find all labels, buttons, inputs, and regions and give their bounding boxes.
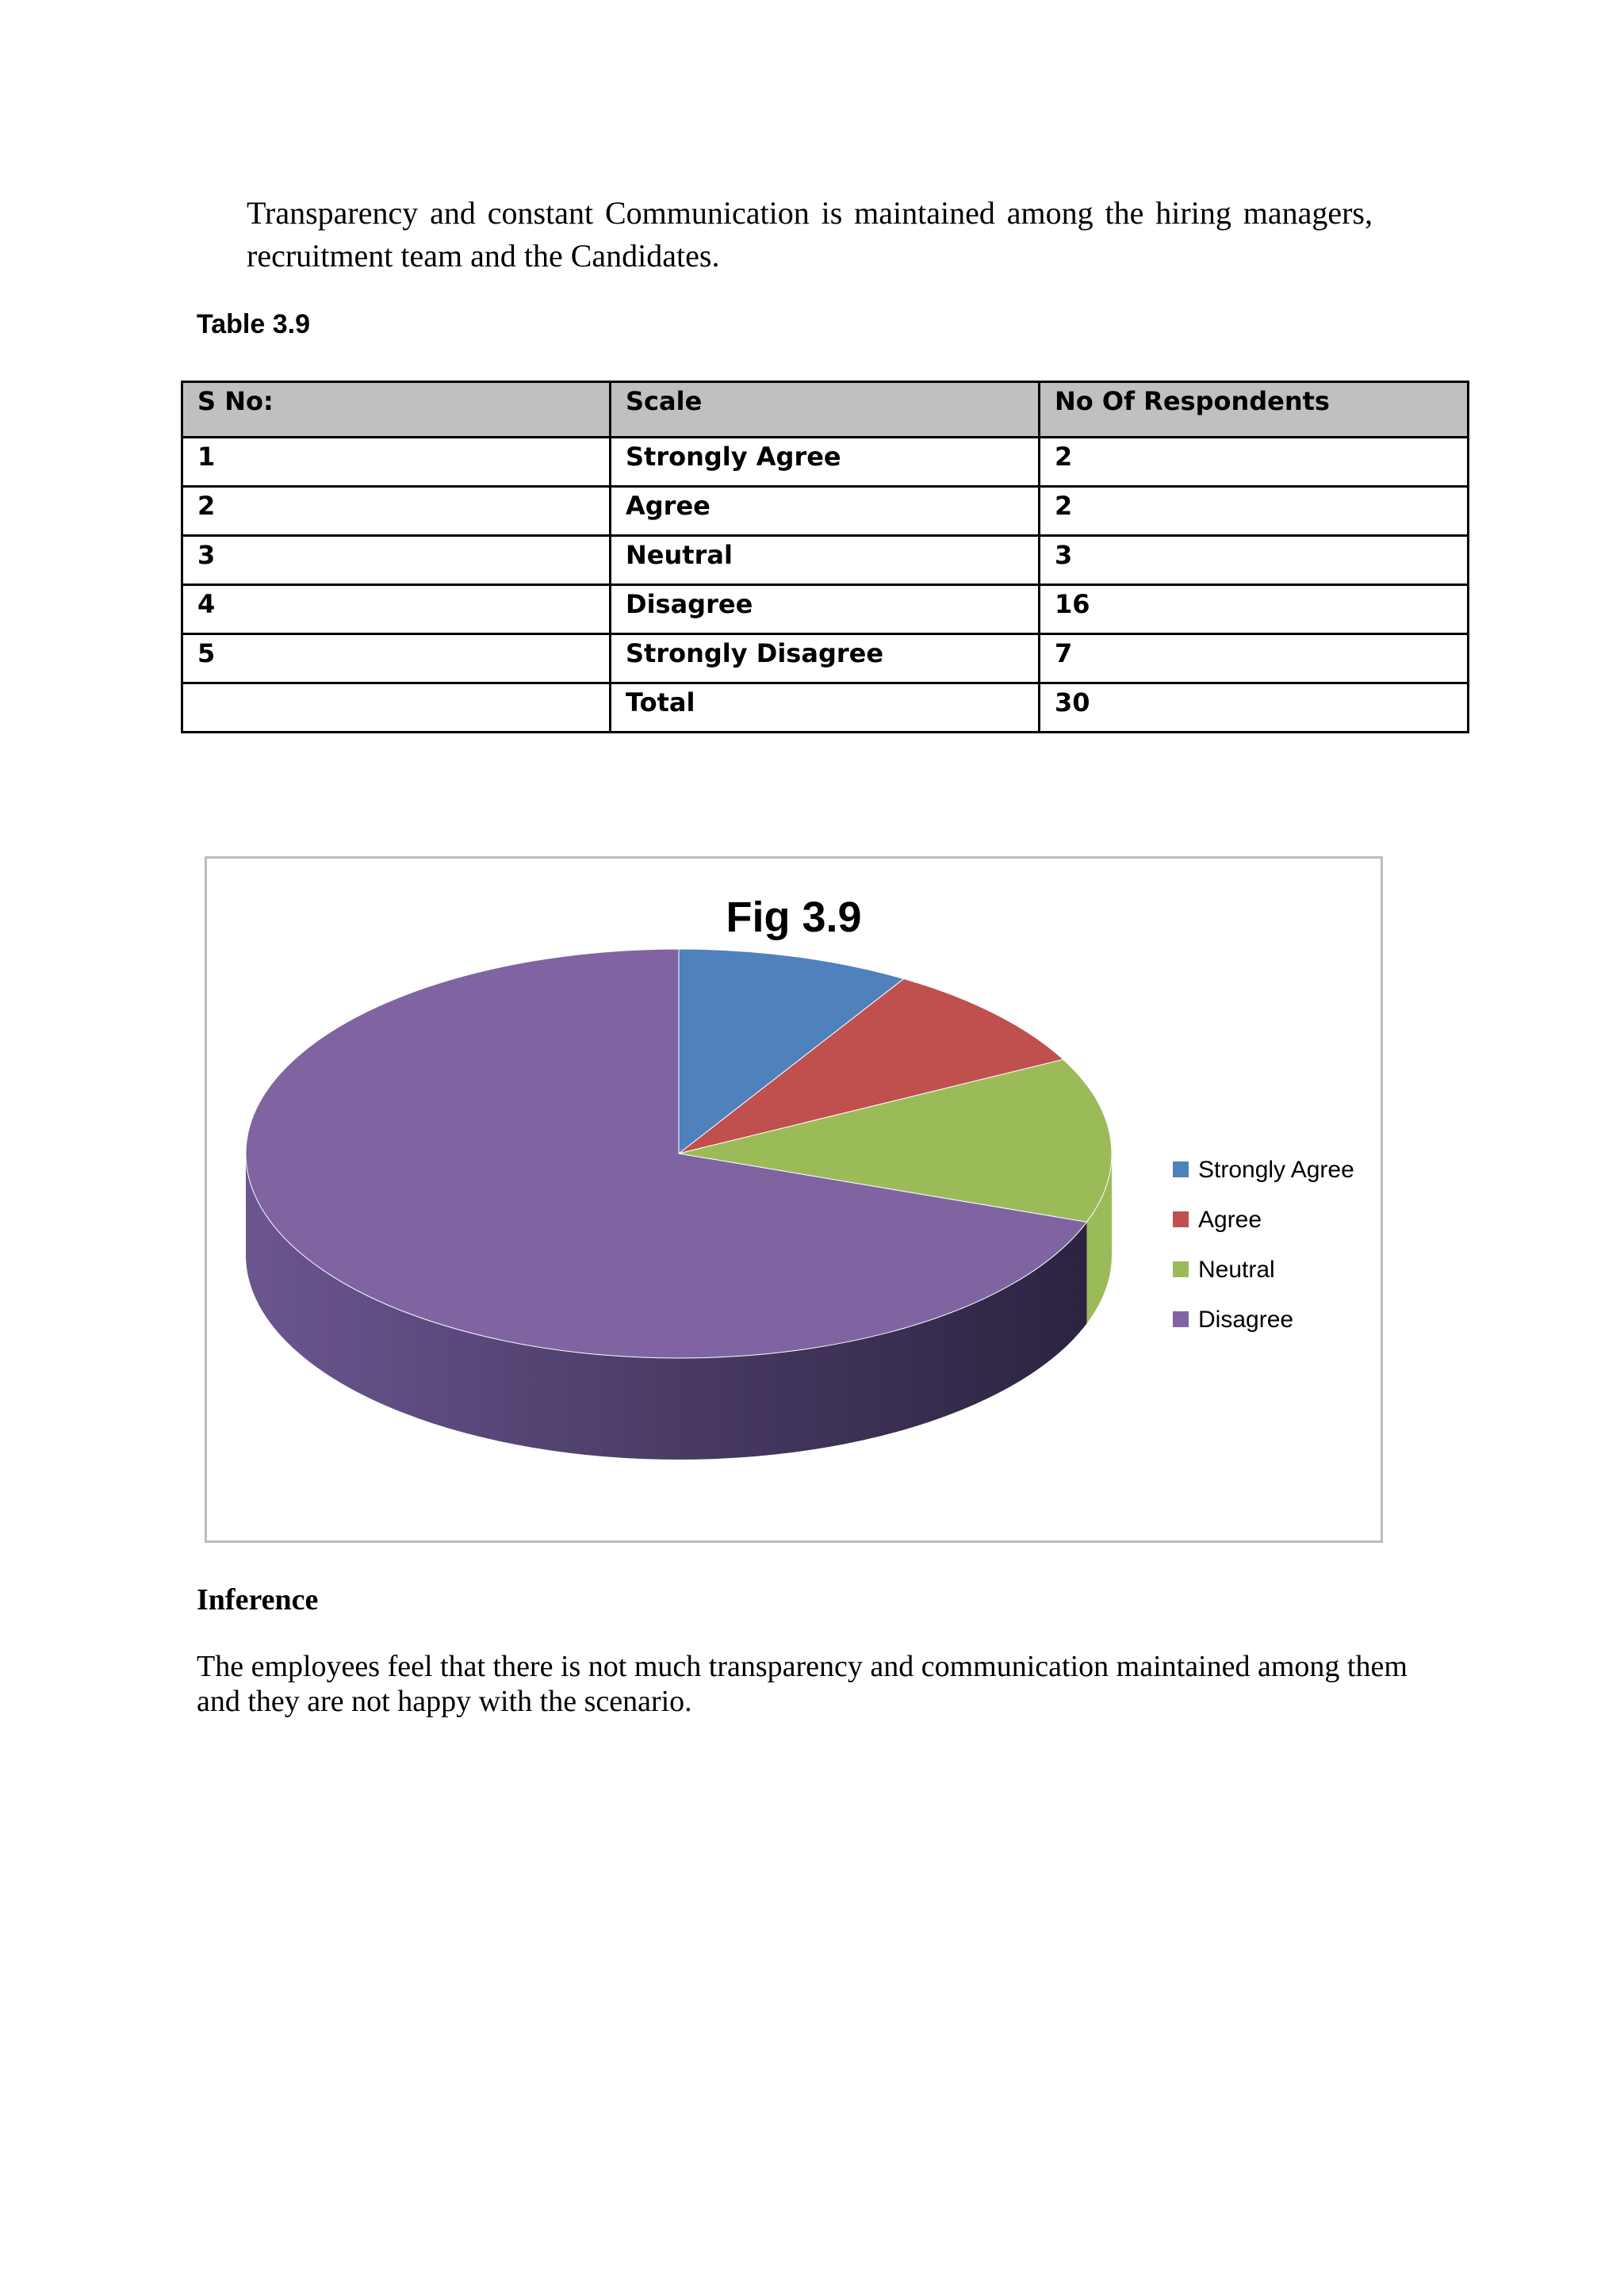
table-caption: Table 3.9 [197,309,310,339]
cell-respondents: 2 [1040,438,1469,487]
cell-total-label: Total [611,683,1040,733]
table-row [182,585,1469,634]
legend-swatch [1173,1211,1189,1227]
intro-paragraph: Transparency and constant Communication is maintained among the hiring managers, recruitment team and the Candidates. [247,195,1373,274]
cell-respondents: 16 [1040,585,1469,634]
legend-swatch [1173,1261,1189,1277]
pie-slice-group [246,949,1112,1358]
table-row [182,634,1469,683]
table-row [182,536,1469,585]
cell-scale: Strongly Disagree [611,634,1040,683]
inference-heading: Inference [197,1583,319,1617]
pie-chart [207,859,1381,1540]
cell-respondents: 7 [1040,634,1469,683]
cell-scale: Neutral [611,536,1040,585]
cell-sno: 4 [182,585,611,634]
cell-scale: Disagree [611,585,1040,634]
pie-chart-frame [205,856,1383,1543]
legend-label: Disagree [1198,1307,1294,1333]
inference-text: The employees feel that there is not much transparency and communication maintained among them and they are not happy with the scenario. [197,1650,1408,1718]
header-respondents: No Of Respondents [1040,382,1469,438]
table-row [182,487,1469,536]
legend-swatch [1173,1161,1189,1177]
legend-label: Agree [1198,1207,1262,1233]
cell-sno: 1 [182,438,611,487]
legend-label: Strongly Agree [1198,1157,1354,1183]
legend-swatch [1173,1311,1189,1327]
chart-title: Fig 3.9 [726,894,862,941]
cell-scale: Agree [611,487,1040,536]
cell-sno: 2 [182,487,611,536]
cell-respondents: 3 [1040,536,1469,585]
cell-scale: Strongly Agree [611,438,1040,487]
cell-sno [182,683,611,733]
cell-respondents: 2 [1040,487,1469,536]
table-total-row [182,683,1469,733]
header-sno: S No: [182,382,611,438]
table-header-row [182,382,1469,438]
cell-sno: 3 [182,536,611,585]
respondents-table [181,381,1469,733]
chart-legend [1173,1157,1354,1333]
legend-label: Neutral [1198,1257,1275,1283]
table-row [182,438,1469,487]
cell-sno: 5 [182,634,611,683]
header-scale: Scale [611,382,1040,438]
cell-total-value: 30 [1040,683,1469,733]
